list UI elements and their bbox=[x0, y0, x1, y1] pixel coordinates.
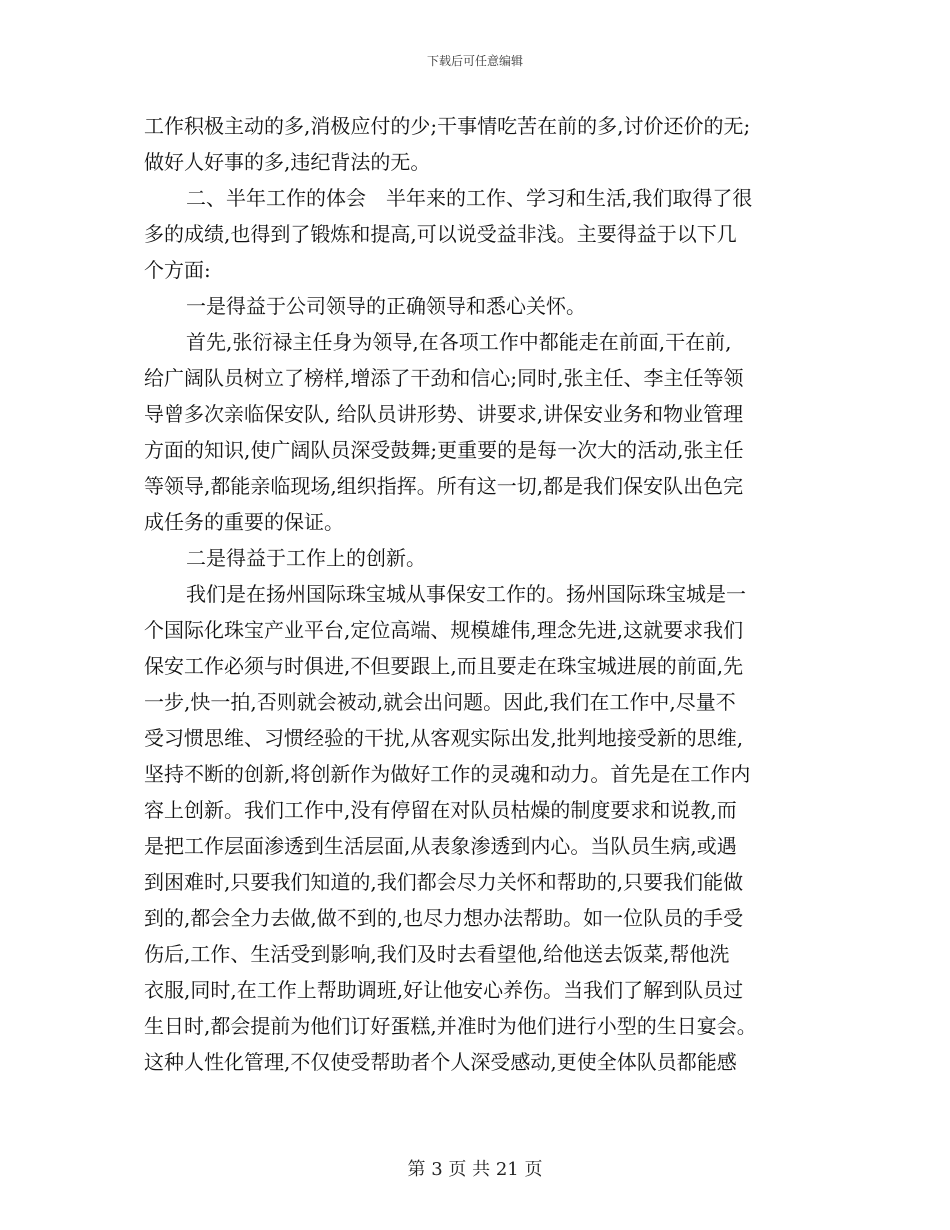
subheading-line: 二是得益于工作上的创新。 bbox=[186, 546, 426, 570]
text-line: 工作积极主动的多,消极应付的少;干事情吃苦在前的多,讨价还价的无; bbox=[144, 114, 751, 138]
text-line: 方面的知识,使广阔队员深受鼓舞;更重要的是每一次大的活动,张主任 bbox=[144, 438, 744, 462]
text-line: 受习惯思维、习惯经验的干扰,从客观实际出发,批判地接受新的思维, bbox=[144, 726, 744, 750]
text-line: 这种人性化管理,不仅使受帮助者个人深受感动,更使全体队员都能感 bbox=[144, 1050, 737, 1074]
paragraph-start-line: 首先,张衍禄主任身为领导,在各项工作中都能走在前面,干在前, bbox=[186, 330, 732, 354]
text-line: 个国际化珠宝产业平台,定位高端、规模雄伟,理念先进,这就要求我们 bbox=[144, 618, 744, 642]
text-line: 伤后,工作、生活受到影响,我们及时去看望他,给他送去饭菜,帮他洗 bbox=[144, 942, 730, 966]
section-heading-line: 二、半年工作的体会 半年来的工作、学习和生活,我们取得了很 bbox=[186, 186, 753, 210]
header-note: 下载后可任意编辑 bbox=[426, 54, 523, 68]
text-line: 成任务的重要的保证。 bbox=[144, 510, 344, 534]
page-number-footer: 第 3 页 共 21 页 bbox=[407, 1159, 543, 1180]
text-line: 到困难时,只要我们知道的,我们都会尽力关怀和帮助的,只要我们能做 bbox=[144, 870, 744, 894]
text-line: 是把工作层面渗透到生活层面,从表象渗透到内心。当队员生病,或遇 bbox=[144, 834, 737, 858]
text-line: 导曾多次亲临保安队, 给队员讲形势、讲要求,讲保安业务和物业管理 bbox=[144, 402, 744, 426]
paragraph-start-line: 我们是在扬州国际珠宝城从事保安工作的。扬州国际珠宝城是一 bbox=[186, 582, 746, 606]
text-line: 个方面: bbox=[144, 258, 211, 282]
text-line: 到的,都会全力去做,做不到的,也尽力想办法帮助。如一位队员的手受 bbox=[144, 906, 744, 930]
text-line: 容上创新。我们工作中,没有停留在对队员枯燥的制度要求和说教,而 bbox=[144, 798, 737, 822]
text-line: 衣服,同时,在工作上帮助调班,好让他安心养伤。当我们了解到队员过 bbox=[144, 978, 744, 1002]
text-line: 坚持不断的创新,将创新作为做好工作的灵魂和动力。首先是在工作内 bbox=[144, 762, 751, 786]
text-line: 生日时,都会提前为他们订好蛋糕,并准时为他们进行小型的生日宴会。 bbox=[144, 1014, 757, 1038]
subheading-line: 一是得益于公司领导的正确领导和悉心关怀。 bbox=[186, 294, 586, 318]
text-line: 保安工作必须与时俱进,不但要跟上,而且要走在珠宝城进展的前面,先 bbox=[144, 654, 744, 678]
text-line: 一步,快一拍,否则就会被动,就会出问题。因此,我们在工作中,尽量不 bbox=[144, 690, 736, 714]
document-body bbox=[144, 108, 808, 1080]
text-line: 等领导,都能亲临现场,组织指挥。所有这一切,都是我们保安队出色完 bbox=[144, 474, 744, 498]
text-line: 多的成绩,也得到了锻炼和提高,可以说受益非浅。主要得益于以下几 bbox=[144, 222, 737, 246]
text-line: 做好人好事的多,违纪背法的无。 bbox=[144, 150, 431, 174]
text-line: 给广阔队员树立了榜样,增添了干劲和信心;同时,张主任、李主任等领 bbox=[144, 366, 744, 390]
